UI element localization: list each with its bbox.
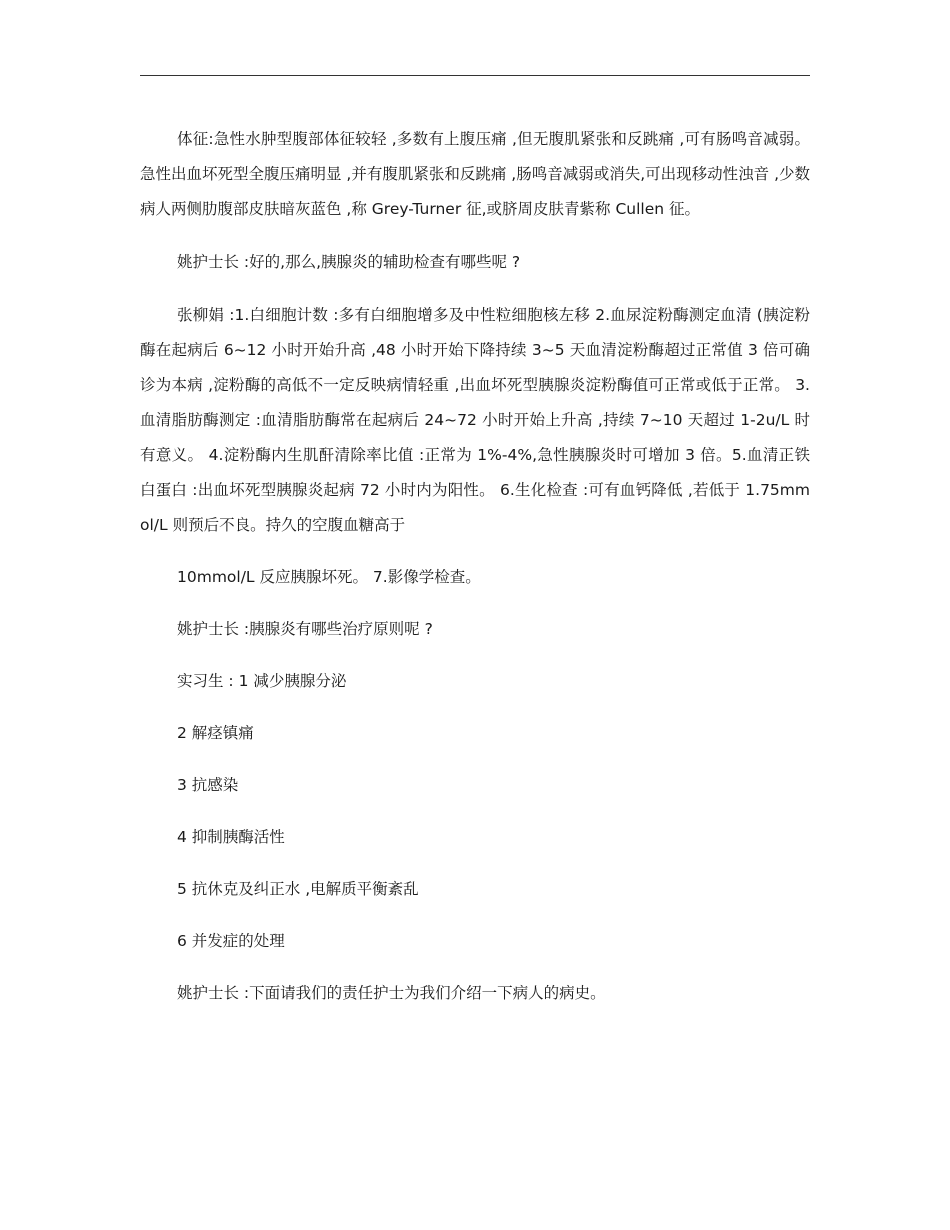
paragraph-history-intro: 姚护士长 :下面请我们的责任护士为我们介绍一下病人的病史。 — [177, 984, 606, 1002]
paragraph-treatment-4: 4 抑制胰酶活性 — [177, 828, 285, 846]
header-rule — [140, 75, 810, 76]
paragraph-treatment-5: 5 抗休克及纠正水 ,电解质平衡紊乱 — [177, 880, 419, 898]
paragraph-treatment-3: 3 抗感染 — [177, 776, 239, 794]
paragraph-signs: 体征:急性水肿型腹部体征较轻 ,多数有上腹压痛 ,但无腹肌紧张和反跳痛 ,可有肠鸣音减弱。急性出血坏死型全腹压痛明显 ,并有腹肌紧张和反跳痛 ,肠鸣音减弱或消失,可出现移动性浊音 ,少数病人两侧肋腹部皮肤暗灰蓝色 ,称 Grey-Turner 征,或脐周皮肤青紫称 Cullen 征。 — [140, 130, 810, 218]
paragraph-treatment-1: 实习生 : 1 减少胰腺分泌 — [177, 672, 347, 690]
paragraph-treatment-2: 2 解痉镇痛 — [177, 724, 254, 742]
paragraph-question-aux-exam: 姚护士长 :好的,那么,胰腺炎的辅助检查有哪些呢 ? — [177, 253, 521, 271]
document-body — [140, 122, 810, 1011]
paragraph-aux-exam-continued: 10mmol/L 反应胰腺坏死。 7.影像学检查。 — [177, 568, 481, 586]
paragraph-treatment-6: 6 并发症的处理 — [177, 932, 285, 950]
paragraph-answer-aux-exam: 张柳娟 :1.白细胞计数 :多有白细胞增多及中性粒细胞核左移 2.血尿淀粉酶测定血清 (胰淀粉酶在起病后 6~12 小时开始升高 ,48 小时开始下降持续 3~5 天血清淀粉酶超过正常值 3 倍可确诊为本病 ,淀粉酶的高低不一定反映病情轻重 ,出血坏死型胰腺炎淀粉酶值可正常或低于正常。 3.血清脂肪酶测定 :血清脂肪酶常在起病后 24~72 小时开始上升高 ,持续 7~10 天超过 1-2u/L 时有意义。 4.淀粉酶内生肌酐清除率比值 :正常为 1%-4%,急性胰腺炎时可增加 3 倍。5.血清正铁白蛋白 :出血坏死型胰腺炎起病 72 小时内为阳性。 6.生化检查 :可有血钙降低 ,若低于 1.75mmol/L 则预后不良。持久的空腹血糖高于 — [140, 306, 810, 534]
paragraph-question-treatment: 姚护士长 :胰腺炎有哪些治疗原则呢 ? — [177, 620, 433, 638]
